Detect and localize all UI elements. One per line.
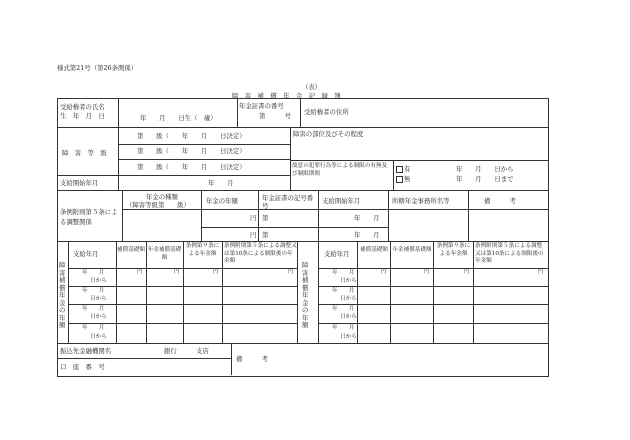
start-label-2: 支給開始年月	[322, 197, 361, 205]
row-from: 日から	[90, 334, 107, 340]
row-ym: 年 月	[332, 306, 355, 312]
col-header-art9: 条例第９条による年金額	[436, 243, 471, 257]
form-title: 障 害 補 償 年 金 記 録 簿	[232, 92, 341, 100]
form-number: 様式第21号（第26条関係）	[57, 64, 138, 72]
row-ym: 年 月	[332, 325, 355, 331]
address-label: 受給権者の住所	[304, 108, 349, 116]
no-label: 無	[404, 175, 411, 183]
col-header-pay-month: 支給年月	[324, 250, 350, 258]
yen-unit: 円	[538, 269, 544, 275]
side-mark: （表）	[302, 83, 322, 91]
row-ym: 年 月	[82, 270, 105, 276]
ym-unit: 年 月	[354, 214, 380, 222]
col-header-adjusted: 条例附則第５条による調整又は第10条による制限後の年金額	[224, 243, 297, 265]
start-label: 支給開始年月	[60, 179, 99, 187]
yen-unit: 円	[250, 231, 257, 239]
office-label: 所轄年金事務所名等	[392, 197, 450, 205]
birth-date-value: 年 月 日生（ 歳）	[140, 114, 217, 122]
row-from: 日から	[90, 296, 107, 302]
form-frame	[57, 98, 549, 377]
account-label: 口 座 番 号	[60, 363, 105, 371]
row-ym: 年 月	[332, 288, 355, 294]
yen-unit: 円	[137, 269, 143, 275]
col-header-pension-base: 年金補償基礎額	[392, 247, 432, 253]
grade-row-1: 第 級（ 年 月 日決定）	[137, 132, 246, 140]
bank-value: 銀行 支店	[164, 347, 209, 355]
yen-unit: 円	[250, 214, 257, 222]
yes-label: 有	[404, 165, 411, 173]
annual-amount-side-label: 障害補償年金の年額	[59, 261, 66, 330]
pension-amount-label: 年金の年額	[206, 197, 238, 205]
col-header-pension-base: 年金補償基礎額	[147, 247, 182, 262]
yen-unit: 円	[381, 269, 387, 275]
row-from: 日から	[340, 296, 357, 302]
disability-grade-label: 障 害 等 級	[62, 149, 107, 157]
row-ym: 年 月	[82, 325, 105, 331]
dai-prefix: 第	[262, 231, 269, 239]
grade-row-2: 第 級（ 年 月 日決定）	[137, 147, 246, 155]
birth-date-label: 生 年 月 日	[60, 112, 105, 120]
cert-number-label: 年金証書の番号	[239, 102, 284, 110]
pension-type-label: 年金の種類	[146, 193, 178, 201]
start-value: 年 月	[208, 179, 234, 187]
row-from: 日から	[90, 278, 107, 284]
pension-type-sub: （障害等級第 級）	[126, 201, 190, 209]
row-ym: 年 月	[82, 288, 105, 294]
col-header-base: 補償基礎額	[360, 247, 388, 253]
adjustment-label: 条例附則第５条による調整関係	[60, 208, 118, 226]
yen-unit: 円	[213, 269, 219, 275]
to-date: 年 月 日まで	[456, 175, 514, 183]
row-from: 日から	[340, 278, 357, 284]
cert-number-value: 第 号	[259, 112, 291, 120]
cert-symbol-label: 年金証書の記号番号	[262, 194, 314, 211]
yen-unit: 円	[174, 269, 180, 275]
yes-checkbox[interactable]	[396, 166, 403, 173]
annual-amount-side-label: 障害補償年金の年額	[302, 261, 309, 330]
yen-unit: 円	[464, 269, 470, 275]
intent-restriction-label: 故意の犯罪行為等による制限の有無及び制限期間	[292, 163, 388, 177]
col-header-pay-month: 支給年月	[73, 250, 99, 258]
row-ym: 年 月	[82, 306, 105, 312]
row-from: 日から	[90, 314, 107, 320]
from-date: 年 月 日から	[456, 165, 514, 173]
col-header-art9: 条例第９条による年金額	[185, 243, 220, 257]
row-ym: 年 月	[332, 270, 355, 276]
yen-unit: 円	[424, 269, 430, 275]
biko-label: 備 考	[236, 355, 268, 363]
remarks-label: 備 考	[484, 197, 516, 205]
yen-unit: 円	[288, 269, 294, 275]
ym-unit: 年 月	[354, 231, 380, 239]
grade-row-3: 第 級（ 年 月 日決定）	[137, 163, 246, 171]
row-from: 日から	[340, 314, 357, 320]
no-checkbox[interactable]	[396, 176, 403, 183]
bank-label: 振込先金融機関名	[60, 347, 112, 355]
row-from: 日から	[340, 334, 357, 340]
dai-prefix: 第	[262, 214, 269, 222]
disability-site-label: 障害の部位及びその程度	[293, 130, 364, 138]
col-header-adjusted: 条例附則第５条による調整又は第10条による制限後の年金額	[475, 243, 544, 265]
recipient-name-label: 受給権者の氏名	[60, 103, 105, 111]
col-header-base: 補償基礎額	[117, 247, 145, 253]
